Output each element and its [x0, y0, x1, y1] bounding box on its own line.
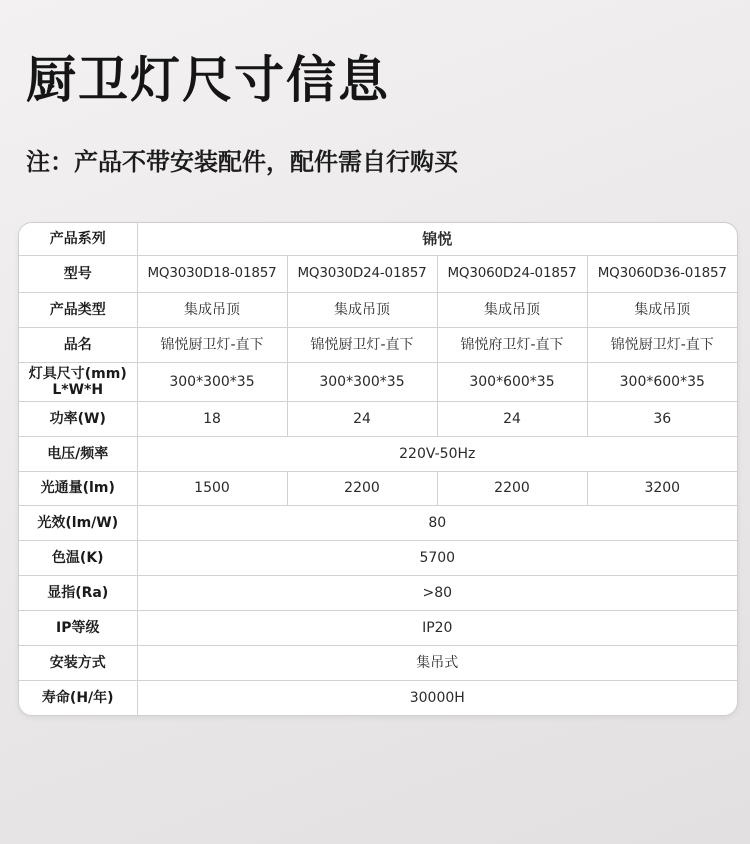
spec-table: [19, 223, 737, 715]
model-cell: MQ3060D36-01857: [587, 256, 737, 293]
flux-cell: 2200: [287, 471, 437, 506]
table-row-cri: [19, 576, 737, 611]
model-cell: MQ3060D24-01857: [437, 256, 587, 293]
cri-value: >80: [137, 576, 737, 611]
row-label-name: 品名: [19, 328, 137, 363]
table-row-series: [19, 223, 737, 256]
table-row-name: [19, 328, 737, 363]
size-cell: 300*600*35: [587, 362, 737, 401]
table-row-install: [19, 645, 737, 680]
table-row-flux: [19, 471, 737, 506]
power-cell: 18: [137, 401, 287, 436]
row-label-efficacy: 光效(lm/W): [19, 506, 137, 541]
name-cell: 锦悦府卫灯-直下: [437, 328, 587, 363]
row-label-power: 功率(W): [19, 401, 137, 436]
type-cell: 集成吊顶: [287, 293, 437, 328]
install-value: 集吊式: [137, 645, 737, 680]
row-label-life: 寿命(H/年): [19, 680, 137, 715]
cct-value: 5700: [137, 541, 737, 576]
power-cell: 24: [437, 401, 587, 436]
table-row-cct: [19, 541, 737, 576]
type-cell: 集成吊顶: [587, 293, 737, 328]
size-cell: 300*300*35: [137, 362, 287, 401]
table-row-model: [19, 256, 737, 293]
row-label-cri: 显指(Ra): [19, 576, 137, 611]
table-row-life: [19, 680, 737, 715]
size-cell: 300*600*35: [437, 362, 587, 401]
flux-cell: 2200: [437, 471, 587, 506]
power-cell: 36: [587, 401, 737, 436]
power-cell: 24: [287, 401, 437, 436]
flux-cell: 3200: [587, 471, 737, 506]
table-row-power: [19, 401, 737, 436]
name-cell: 锦悦厨卫灯-直下: [587, 328, 737, 363]
table-row-size: [19, 362, 737, 401]
efficacy-value: 80: [137, 506, 737, 541]
flux-cell: 1500: [137, 471, 287, 506]
row-label-flux: 光通量(lm): [19, 471, 137, 506]
table-row-type: [19, 293, 737, 328]
model-cell: MQ3030D24-01857: [287, 256, 437, 293]
name-cell: 锦悦厨卫灯-直下: [137, 328, 287, 363]
table-row-ip: [19, 610, 737, 645]
row-label-ip: IP等级: [19, 610, 137, 645]
table-row-efficacy: [19, 506, 737, 541]
model-cell: MQ3030D18-01857: [137, 256, 287, 293]
type-cell: 集成吊顶: [137, 293, 287, 328]
name-cell: 锦悦厨卫灯-直下: [287, 328, 437, 363]
row-label-voltage: 电压/频率: [19, 436, 137, 471]
life-value: 30000H: [137, 680, 737, 715]
page-title: 厨卫灯尺寸信息: [26, 51, 390, 109]
type-cell: 集成吊顶: [437, 293, 587, 328]
ip-value: IP20: [137, 610, 737, 645]
row-label-type: 产品类型: [19, 293, 137, 328]
series-value: 锦悦: [137, 223, 737, 256]
table-row-voltage: [19, 436, 737, 471]
row-label-model: 型号: [19, 256, 137, 293]
size-label-line2: L*W*H: [52, 381, 104, 398]
row-label-cct: 色温(K): [19, 541, 137, 576]
size-label-line1: 灯具尺寸(mm): [28, 365, 127, 382]
row-label-size: [19, 362, 137, 401]
size-cell: 300*300*35: [287, 362, 437, 401]
row-label-install: 安装方式: [19, 645, 137, 680]
row-label-series: 产品系列: [19, 223, 137, 256]
note-text: 注：产品不带安装配件，配件需自行购买: [26, 148, 458, 176]
spec-table-container: [18, 222, 738, 716]
voltage-value: 220V-50Hz: [137, 436, 737, 471]
